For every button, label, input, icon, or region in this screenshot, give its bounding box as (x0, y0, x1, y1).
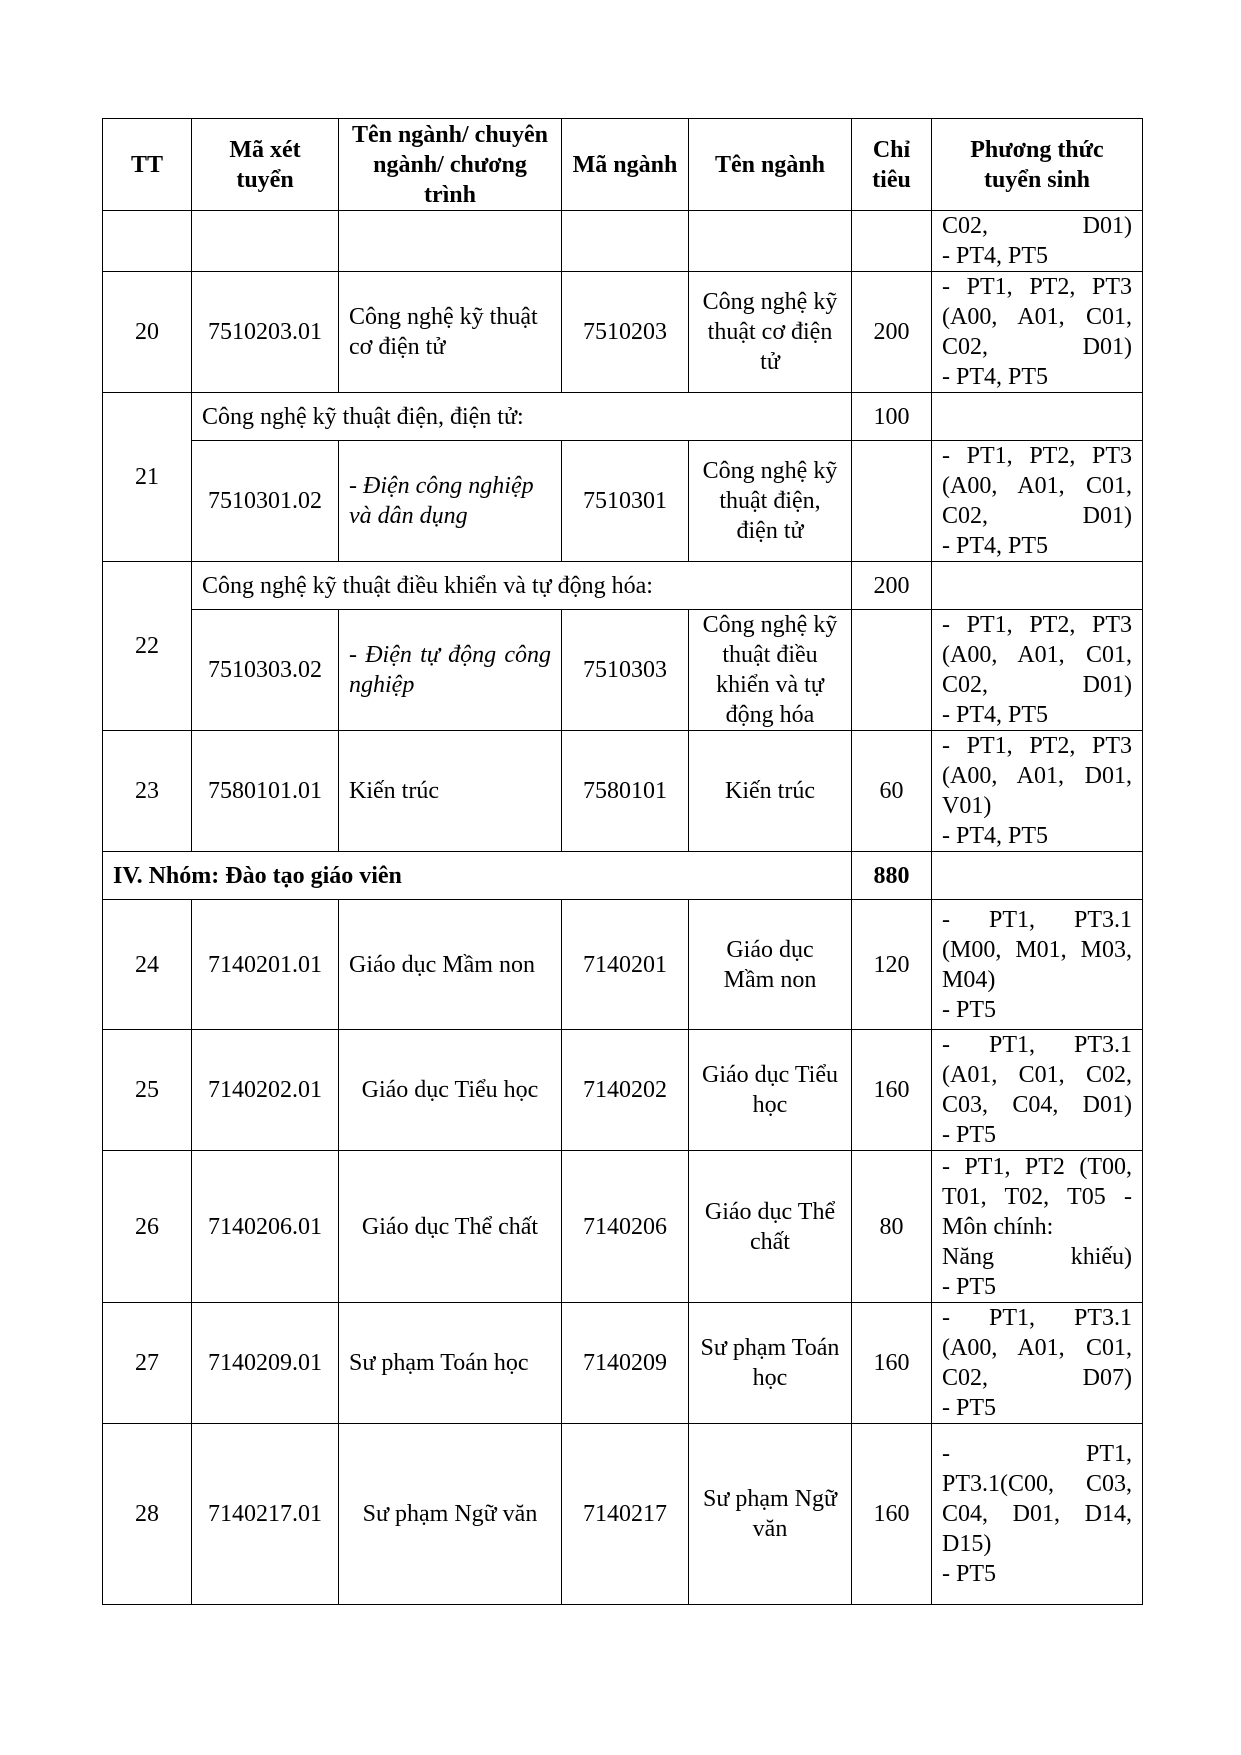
method-cell: C02, D01) - PT4, PT5 (932, 211, 1143, 272)
major-code: 7140217 (562, 1424, 689, 1605)
table-row (103, 1303, 1143, 1424)
quota: 120 (852, 900, 932, 1030)
method-cell: - PT1, PT2, PT3 (A00, A01, D01, V01) - PT4, PT5 (932, 731, 1143, 852)
quota: 80 (852, 1151, 932, 1303)
table-row (103, 610, 1143, 731)
major-code: 7140206 (562, 1151, 689, 1303)
admission-code: 7510203.01 (192, 272, 339, 393)
header-phuong-thuc: Phương thức tuyển sinh (932, 119, 1143, 211)
quota: 160 (852, 1424, 932, 1605)
group-title: Công nghệ kỹ thuật điều khiển và tự động hóa: (192, 562, 852, 610)
table-row (103, 441, 1143, 562)
header-ten-chuyen-nganh: Tên ngành/ chuyên ngành/ chương trình (339, 119, 562, 211)
admission-code: 7140206.01 (192, 1151, 339, 1303)
header-row (103, 119, 1143, 211)
major-name: Giáo dục Tiểu học (689, 1030, 852, 1151)
major-name: Sư phạm Ngữ văn (689, 1424, 852, 1605)
program-name: - Điện công nghiệp và dân dụng (339, 441, 562, 562)
method-cell: - PT1, PT3.1 (M00, M01, M03, M04) - PT5 (932, 900, 1143, 1030)
major-name: Công nghệ kỹ thuật điều khiển và tự động hóa (689, 610, 852, 731)
method-cell: - PT1, PT3.1(C00, C03, C04, D01, D14, D15) - PT5 (932, 1424, 1143, 1605)
table-row (103, 1030, 1143, 1151)
admission-code: 7510303.02 (192, 610, 339, 731)
major-code: 7510203 (562, 272, 689, 393)
major-name: Kiến trúc (689, 731, 852, 852)
major-name: Giáo dục Mầm non (689, 900, 852, 1030)
table-row (103, 272, 1143, 393)
method-cell: - PT1, PT3.1 (A00, A01, C01, C02, D07) - PT5 (932, 1303, 1143, 1424)
major-name: Sư phạm Toán học (689, 1303, 852, 1424)
program-name: - Điện tự động công nghiệp (339, 610, 562, 731)
major-code: 7140209 (562, 1303, 689, 1424)
row-tt: 20 (103, 272, 192, 393)
quota: 60 (852, 731, 932, 852)
program-name: Sư phạm Toán học (339, 1303, 562, 1424)
section-quota: 880 (852, 852, 932, 900)
admission-code: 7510301.02 (192, 441, 339, 562)
major-code: 7140202 (562, 1030, 689, 1151)
quota: 200 (852, 562, 932, 610)
row-tt: 24 (103, 900, 192, 1030)
row-tt: 26 (103, 1151, 192, 1303)
row-tt: 23 (103, 731, 192, 852)
program-name: Sư phạm Ngữ văn (339, 1424, 562, 1605)
section-row (103, 852, 1143, 900)
header-ten-nganh: Tên ngành (689, 119, 852, 211)
major-name: Công nghệ kỹ thuật điện, điện tử (689, 441, 852, 562)
major-name: Công nghệ kỹ thuật cơ điện tử (689, 272, 852, 393)
quota: 160 (852, 1030, 932, 1151)
quota: 160 (852, 1303, 932, 1424)
admission-code: 7140209.01 (192, 1303, 339, 1424)
method-cell: - PT1, PT2, PT3 (A00, A01, C01, C02, D01) - PT4, PT5 (932, 610, 1143, 731)
header-ma-xet-tuyen: Mã xét tuyển (192, 119, 339, 211)
group-title-row (103, 562, 1143, 610)
table-row (103, 1424, 1143, 1605)
program-name: Giáo dục Mầm non (339, 900, 562, 1030)
header-tt: TT (103, 119, 192, 211)
table-row (103, 731, 1143, 852)
row-tt: 21 (103, 393, 192, 562)
header-chi-tieu: Chỉ tiêu (852, 119, 932, 211)
header-ma-nganh: Mã ngành (562, 119, 689, 211)
group-title: Công nghệ kỹ thuật điện, điện tử: (192, 393, 852, 441)
admission-code: 7580101.01 (192, 731, 339, 852)
admission-code: 7140201.01 (192, 900, 339, 1030)
table-row (103, 900, 1143, 1030)
major-code: 7140201 (562, 900, 689, 1030)
row-tt: 28 (103, 1424, 192, 1605)
major-code: 7510301 (562, 441, 689, 562)
method-cell: - PT1, PT2 (T00, T01, T02, T05 - Môn chính: Năng khiếu) - PT5 (932, 1151, 1143, 1303)
quota: 100 (852, 393, 932, 441)
method-cell: - PT1, PT2, PT3 (A00, A01, C01, C02, D01) - PT4, PT5 (932, 441, 1143, 562)
table-row (103, 1151, 1143, 1303)
row-tt: 27 (103, 1303, 192, 1424)
row-tt: 25 (103, 1030, 192, 1151)
program-name: Giáo dục Tiểu học (339, 1030, 562, 1151)
program-name: Giáo dục Thể chất (339, 1151, 562, 1303)
program-name: Kiến trúc (339, 731, 562, 852)
quota: 200 (852, 272, 932, 393)
major-code: 7580101 (562, 731, 689, 852)
section-title: IV. Nhóm: Đào tạo giáo viên (103, 852, 852, 900)
major-code: 7510303 (562, 610, 689, 731)
group-title-row (103, 393, 1143, 441)
method-cell: - PT1, PT2, PT3 (A00, A01, C01, C02, D01) - PT4, PT5 (932, 272, 1143, 393)
method-cell: - PT1, PT3.1 (A01, C01, C02, C03, C04, D01) - PT5 (932, 1030, 1143, 1151)
table-row (103, 211, 1143, 272)
admission-code: 7140202.01 (192, 1030, 339, 1151)
admission-code: 7140217.01 (192, 1424, 339, 1605)
program-name: Công nghệ kỹ thuật cơ điện tử (339, 272, 562, 393)
row-tt: 22 (103, 562, 192, 731)
major-name: Giáo dục Thể chất (689, 1151, 852, 1303)
admissions-table (102, 118, 1143, 1605)
